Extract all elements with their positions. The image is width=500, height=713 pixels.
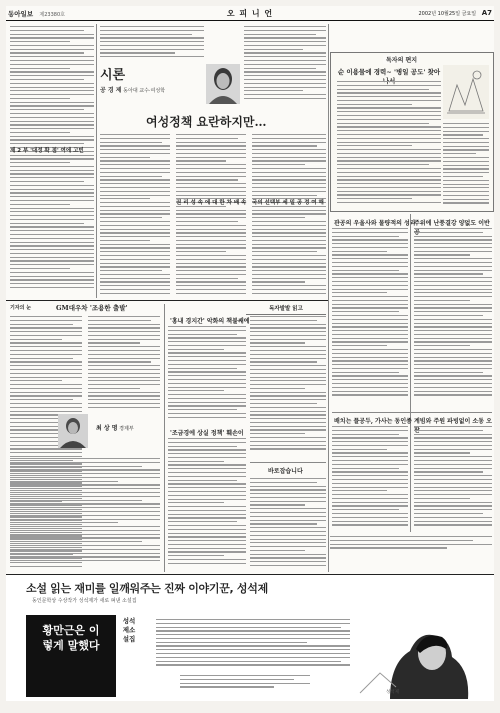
right-inner-rule [410, 214, 411, 532]
column-author-photo [206, 64, 240, 104]
middle-body-2 [250, 316, 326, 456]
article-body-col4 [252, 134, 326, 296]
book-advertisement [6, 574, 494, 701]
thanks-rule [250, 462, 326, 463]
article-title-right-3: 배치는 플공두, 가사는 동인종 [334, 418, 412, 425]
article-body-top-right [244, 26, 326, 108]
middle-body-4 [250, 478, 326, 570]
columnist-body-2 [88, 316, 160, 412]
book-cover [26, 615, 116, 697]
right-footnote [330, 536, 492, 556]
mid-divider [6, 300, 328, 301]
ad-headline: 소설 읽는 재미를 일깨워주는 진짜 이야기꾼, 성석제 [26, 582, 268, 595]
article-title-right-1: 관공의 우울사와 물량적의 성과 [334, 220, 416, 227]
article-body-right-4 [414, 426, 492, 532]
newspaper-page [6, 6, 494, 701]
ad-body-text [156, 619, 366, 671]
middle-body-1 [168, 326, 246, 422]
column-author-title: 동아대 교수·여성학 [123, 88, 165, 94]
issue-date: 2002년 10월25일 금요일 [418, 11, 477, 17]
masthead [6, 6, 494, 21]
subhead-jobs: 제 2 부 '대정 확 점' 여에 고빈 [10, 148, 84, 154]
right-divider [332, 412, 492, 413]
page-number: A7 [481, 9, 492, 17]
section-title: 오 피 니 언 [226, 9, 274, 18]
readers-letter-tag: 독자의 편지 [383, 55, 420, 64]
paper-name: 동아일보 [8, 10, 34, 18]
article-title-right-2: 주위에 난풍결강 양없도 이반 [414, 220, 490, 227]
column-rule [96, 24, 97, 298]
book-side-label: 성석제소설집 [122, 617, 136, 643]
mid-rule [164, 304, 165, 572]
columnist-tag: 기자의 눈 [10, 305, 32, 311]
book-title: 황만근은 이렇게 말했다 [42, 624, 100, 652]
subhead-corner-right: 국의 선택부 세 밀 공 정 여 해 [252, 200, 324, 206]
columnist-name-text: 최 상 명 [96, 425, 118, 432]
columnist-name [96, 423, 134, 432]
author-caption: 성석제 [386, 690, 400, 695]
ad-subtitle: 동인문학상 수상작가 성석제가 새로 펴낸 소설집 [32, 598, 137, 604]
columnist-photo [58, 414, 88, 448]
article-body-left [10, 26, 94, 296]
article-title-middle-2: '조금경에 상실 정책' 훼손이 [170, 430, 244, 437]
columnist-footer-lines [10, 458, 160, 568]
subhead-corner-left: 권 리 성 속 에 대 한 차 배 속 [176, 200, 247, 206]
article-title-right-4: 계빔와 주원 파빙없이 소동 오 [414, 418, 492, 425]
columnist-dept: 경제부 [119, 426, 134, 432]
issue-number: 제23380호 [39, 12, 65, 18]
article-title-middle-1: '홍내 경지간' 악화의 책불쌔에 [170, 318, 250, 325]
readers-corner-label: 독자발발 읽고 [246, 304, 326, 315]
article-body-col3 [176, 134, 246, 296]
article-body-col2 [100, 134, 170, 296]
readers-letter-body-2 [443, 123, 489, 207]
column-byline [100, 85, 204, 94]
article-body-right-3 [332, 426, 408, 532]
column-header [100, 64, 204, 94]
middle-body-3 [168, 438, 246, 570]
sketch-illustration [443, 65, 489, 119]
ad-quote [180, 675, 310, 697]
column-label: 시론 [100, 68, 126, 83]
article-body-right-1 [332, 228, 408, 408]
masthead-date [419, 9, 493, 17]
article-body-right-2 [414, 228, 492, 408]
column-rule-right [328, 24, 329, 572]
readers-letter-title: 순 이용물에 경력~ '병일 공도' 찾아 [337, 68, 441, 76]
columnist-headline: GM대우차 '조용한 출발' [56, 304, 128, 312]
column-headline: 여성정책 요란하지만… [146, 115, 267, 129]
readers-letter-body [337, 81, 441, 207]
article-body-top [100, 26, 204, 60]
article-title-correction: 바로잡습니다 [268, 468, 303, 475]
readers-letter-box [330, 52, 494, 212]
column-author-name: 공 경 제 [100, 87, 122, 94]
author-illustration [350, 613, 486, 699]
